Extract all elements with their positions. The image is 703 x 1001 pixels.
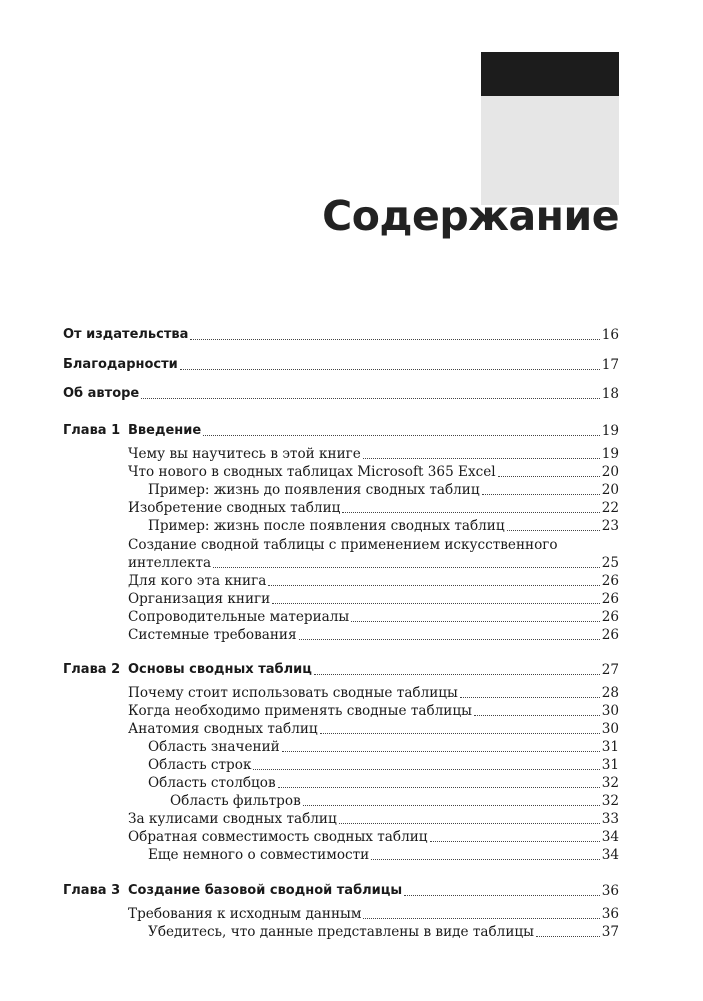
dot-leader xyxy=(339,823,600,824)
toc-subentry[interactable] xyxy=(148,481,619,499)
toc-chapter-1[interactable] xyxy=(128,422,619,440)
toc-subentry[interactable] xyxy=(148,774,619,792)
toc-page-number: 32 xyxy=(601,775,619,791)
toc-entry[interactable] xyxy=(128,626,619,644)
dot-leader xyxy=(314,674,600,675)
toc-subentry[interactable] xyxy=(148,738,619,756)
dot-leader xyxy=(268,585,599,586)
toc-page-number: 28 xyxy=(601,685,619,701)
toc-chapter-title: Основы сводных таблиц xyxy=(128,662,312,677)
toc-page-number: 34 xyxy=(601,847,619,863)
toc-entry[interactable] xyxy=(128,828,619,846)
toc-subsubentry[interactable] xyxy=(170,792,619,810)
toc-entry-label: Сопроводительные материалы xyxy=(128,609,350,625)
dot-leader xyxy=(190,339,599,340)
toc-page-number: 25 xyxy=(601,555,619,571)
toc-chapter-3[interactable] xyxy=(128,882,619,900)
toc-page-number: 20 xyxy=(601,464,619,480)
toc-entry-label: Область значений xyxy=(148,739,280,755)
dot-leader xyxy=(272,603,599,604)
page-title: Содержание xyxy=(322,192,619,240)
toc-page-number: 20 xyxy=(601,482,619,498)
toc-entry[interactable] xyxy=(128,463,619,481)
toc-entry-label: Для кого эта книга xyxy=(128,573,267,589)
dot-leader xyxy=(351,621,599,622)
toc-page-number: 23 xyxy=(601,518,619,534)
toc-page-number: 30 xyxy=(601,703,619,719)
toc-entry-label: Благодарности xyxy=(63,357,178,372)
dot-leader xyxy=(278,787,600,788)
dot-leader xyxy=(363,458,600,459)
toc-page-number: 19 xyxy=(601,446,619,462)
toc-subentry[interactable] xyxy=(148,756,619,774)
toc-page-number: 26 xyxy=(601,609,619,625)
toc-page-number: 26 xyxy=(601,591,619,607)
toc-page-number: 27 xyxy=(601,662,619,678)
toc-entry[interactable] xyxy=(128,445,619,463)
dot-leader xyxy=(430,841,600,842)
toc-page-number: 34 xyxy=(601,829,619,845)
toc-entry-publisher[interactable] xyxy=(63,326,619,344)
toc-entry-label: Системные требования xyxy=(128,627,297,643)
toc-entry-label: За кулисами сводных таблиц xyxy=(128,811,337,827)
dot-leader xyxy=(282,751,600,752)
dot-leader xyxy=(498,476,600,477)
dot-leader xyxy=(180,369,600,370)
dot-leader xyxy=(482,494,600,495)
dot-leader xyxy=(141,398,599,399)
toc-entry-label: Что нового в сводных таблицах Microsoft 365 Excel xyxy=(128,464,496,480)
toc-entry-label: Анатомия сводных таблиц xyxy=(128,721,318,737)
toc-page-number: 32 xyxy=(601,793,619,809)
toc-entry-label: Пример: жизнь после появления сводных таблиц xyxy=(148,518,505,534)
dot-leader xyxy=(213,567,600,568)
toc-entry[interactable] xyxy=(128,590,619,608)
toc-entry-label: Область строк xyxy=(148,757,252,773)
dot-leader xyxy=(371,859,599,860)
toc-page-number: 33 xyxy=(601,811,619,827)
dot-leader xyxy=(536,936,600,937)
toc-entry-label: Область фильтров xyxy=(170,793,301,809)
toc-entry[interactable] xyxy=(128,554,619,572)
toc-entry-label: Почему стоит использовать сводные таблицы xyxy=(128,685,458,701)
dot-leader xyxy=(320,733,600,734)
toc-entry-label-line1: Создание сводной таблицы с применением искусственного xyxy=(128,537,558,553)
toc-chapter-title: Введение xyxy=(128,423,202,438)
toc-entry[interactable] xyxy=(128,499,619,517)
toc-entry-label: Область столбцов xyxy=(148,775,276,791)
toc-entry-label: Когда необходимо применять сводные таблицы xyxy=(128,703,472,719)
chapter-label: Глава 1 xyxy=(63,423,121,438)
toc-entry-label: Убедитесь, что данные представлены в виде таблицы xyxy=(148,924,534,940)
toc-entry[interactable] xyxy=(128,702,619,720)
toc-page-number: 37 xyxy=(601,924,619,940)
dot-leader xyxy=(342,512,599,513)
toc-entry-label: Требования к исходным данным xyxy=(128,906,362,922)
dot-leader xyxy=(303,805,600,806)
chapter-label: Глава 2 xyxy=(63,662,121,677)
toc-page-number: 26 xyxy=(601,627,619,643)
dot-leader xyxy=(460,697,600,698)
toc-page-number: 16 xyxy=(601,327,619,343)
toc-entry-about-author[interactable] xyxy=(63,385,619,403)
toc-page-number: 31 xyxy=(601,739,619,755)
dot-leader xyxy=(363,918,599,919)
dot-leader xyxy=(203,435,600,436)
toc-page-number: 30 xyxy=(601,721,619,737)
toc-entry-label: От издательства xyxy=(63,327,189,342)
toc-chapter-title: Создание базовой сводной таблицы xyxy=(128,883,403,898)
toc-entry-label: Организация книги xyxy=(128,591,271,607)
toc-subentry[interactable] xyxy=(148,517,619,535)
toc-page-number: 31 xyxy=(601,757,619,773)
toc-entry[interactable] xyxy=(128,905,619,923)
toc-entry-label: интеллекта xyxy=(128,555,212,571)
toc-entry-label: Еще немного о совместимости xyxy=(148,847,370,863)
toc-page-number: 36 xyxy=(601,883,619,899)
toc-entry-label: Пример: жизнь до появления сводных таблиц xyxy=(148,482,480,498)
toc-entry-label: Чему вы научитесь в этой книге xyxy=(128,446,361,462)
toc-entry[interactable] xyxy=(128,572,619,590)
toc-entry-label: Об авторе xyxy=(63,386,140,401)
toc-page-number: 18 xyxy=(601,386,619,402)
dot-leader xyxy=(404,895,600,896)
toc-entry-label: Обратная совместимость сводных таблиц xyxy=(128,829,428,845)
toc-entry[interactable] xyxy=(128,608,619,626)
dot-leader xyxy=(299,639,600,640)
dot-leader xyxy=(507,530,600,531)
dot-leader xyxy=(253,769,599,770)
toc-entry[interactable] xyxy=(128,810,619,828)
toc-page-number: 36 xyxy=(601,906,619,922)
toc-page-number: 19 xyxy=(601,423,619,439)
toc-entry[interactable] xyxy=(128,684,619,702)
toc-page-number: 22 xyxy=(601,500,619,516)
toc-entry-label: Изобретение сводных таблиц xyxy=(128,500,341,516)
toc-entry[interactable] xyxy=(128,720,619,738)
toc-page-number: 26 xyxy=(601,573,619,589)
toc-subentry[interactable] xyxy=(148,923,619,941)
toc-entry-acknowledgements[interactable] xyxy=(63,356,619,374)
toc-chapter-2[interactable] xyxy=(128,661,619,679)
toc-page-number: 17 xyxy=(601,357,619,373)
toc-subentry[interactable] xyxy=(148,846,619,864)
dot-leader xyxy=(474,715,600,716)
chapter-label: Глава 3 xyxy=(63,883,121,898)
